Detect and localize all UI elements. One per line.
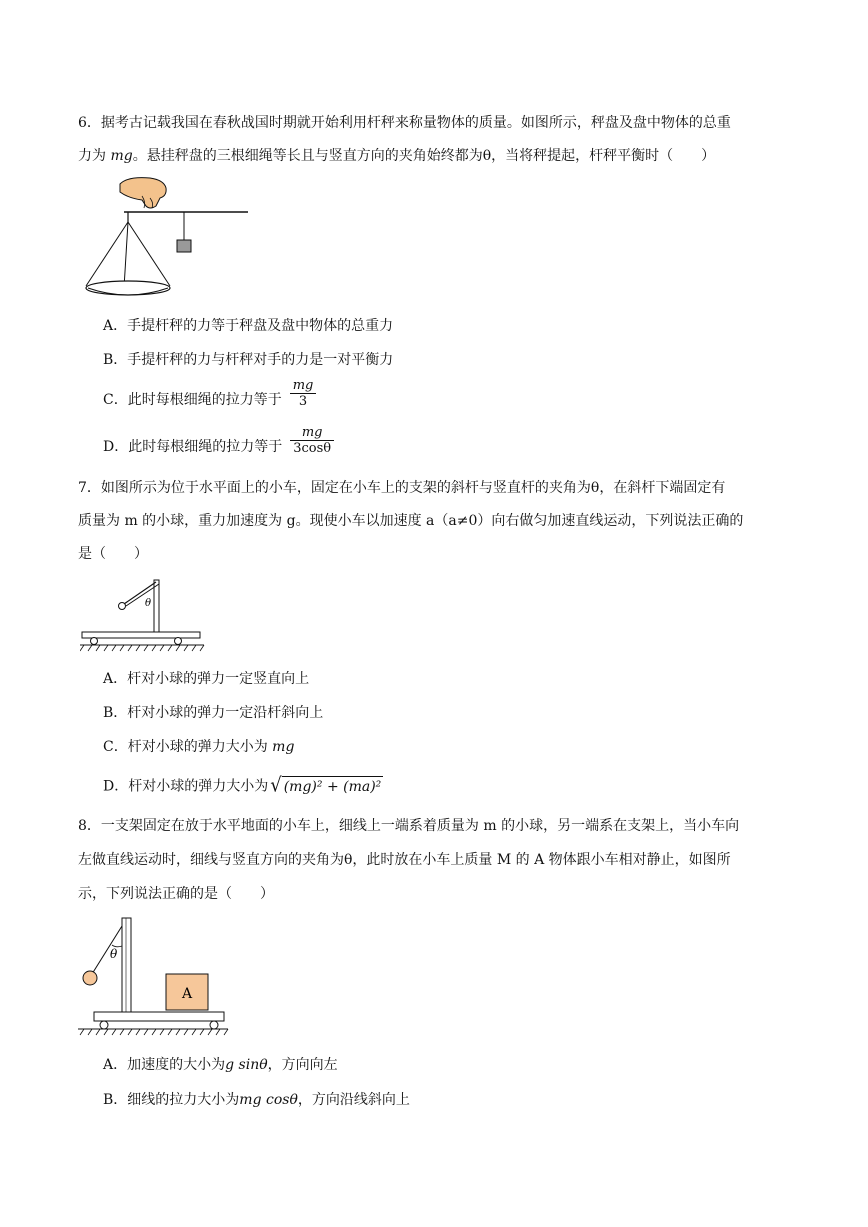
q7-option-c-text: C．杆对小球的弹力大小为 (103, 739, 273, 755)
ball-icon (119, 603, 126, 610)
q7-option-c (103, 737, 294, 757)
q6-mg: mg (110, 148, 133, 164)
q7-line-1: 7．如图所示为位于水平面上的小车，固定在小车上的支架的斜杆与竖直杆的夹角为θ，在斜杆下端固定有 (78, 480, 726, 496)
ball-icon (83, 971, 97, 985)
q7-line-2: 质量为 m 的小球，重力加速度为 g。现使小车以加速度 a（a≠0）向右做匀加速直线运动，下列说法正确的 (78, 513, 744, 529)
q6-option-c-text: C．此时每根细绳的拉力等于 (103, 392, 282, 408)
q7-option-c-mg: mg (272, 739, 295, 755)
q6-text: 力为 (78, 148, 111, 164)
q8-line-2: 左做直线运动时，细线与竖直方向的夹角为θ，此时放在小车上质量 M 的 A 物体跟小车相对静止，如图所 (78, 852, 731, 868)
fraction-denominator: 3 (298, 393, 308, 409)
q8-option-b-tail: ，方向沿线斜向上 (297, 1092, 410, 1108)
q7-option-b: B．杆对小球的弹力一定沿杆斜向上 (103, 705, 324, 721)
q8-theta-label: θ (110, 947, 118, 961)
q8-option-b-expr: mg cosθ (239, 1092, 298, 1108)
cart-pendulum-figure (78, 914, 234, 1040)
q6-line-2 (78, 146, 798, 166)
q6-option-d-text: D．此时每根细绳的拉力等于 (103, 439, 283, 455)
fraction-numerator: mg (290, 425, 334, 441)
cart-rod-figure (80, 576, 208, 656)
q8-option-b (103, 1090, 410, 1110)
q8-option-a-text: A．加速度的大小为 (103, 1057, 226, 1073)
q8-line-1: 8．一支架固定在放于水平地面的小车上，细线上一端系着质量为 m 的小球，另一端系在支架上，当小车向 (78, 818, 740, 834)
q7-option-d (103, 773, 383, 797)
q8-option-a-tail: ，方向向左 (267, 1057, 338, 1073)
q7-line-3: 是（ ） (78, 546, 148, 562)
q7-option-d-sqrt (270, 773, 383, 797)
q7-option-a: A．杆对小球的弹力一定竖直向上 (103, 671, 310, 687)
q7-theta-label: θ (145, 598, 152, 609)
q6-option-c (103, 377, 316, 410)
q8-line-3: 示，下列说法正确的是（ ） (78, 886, 274, 902)
block-a-label: A (182, 986, 193, 1002)
q6-option-a: A．手提杆秤的力等于秤盘及盘中物体的总重力 (103, 318, 394, 334)
q6-option-b: B．手提杆秤的力与杆秤对手的力是一对平衡力 (103, 352, 394, 368)
steelyard-figure (80, 176, 250, 304)
hand-icon (120, 178, 166, 208)
fraction-numerator: mg (290, 378, 317, 394)
q8-option-a-expr: g sinθ (225, 1057, 268, 1073)
q6-option-d-fraction (290, 425, 334, 456)
sqrt-icon: √ (270, 773, 282, 797)
q8-option-a (103, 1055, 338, 1075)
q6-option-c-fraction (290, 378, 317, 409)
q6-option-d (103, 424, 334, 457)
q8-option-b-text: B．细线的拉力大小为 (103, 1092, 240, 1108)
q7-option-d-text: D．杆对小球的弹力大小为 (103, 778, 269, 795)
q6-text-tail: 。悬挂秤盘的三根细绳等长且与竖直方向的夹角始终都为θ，当将秤提起，杆秤平衡时（ ） (132, 148, 716, 164)
fraction-denominator: 3cosθ (293, 440, 332, 456)
sqrt-radicand: (mg)² + (ma)² (282, 776, 384, 797)
q6-line-1: 6．据考古记载我国在春秋战国时期就开始利用杆秤来称量物体的质量。如图所示，秤盘及盘中物体的总重 (78, 115, 731, 131)
